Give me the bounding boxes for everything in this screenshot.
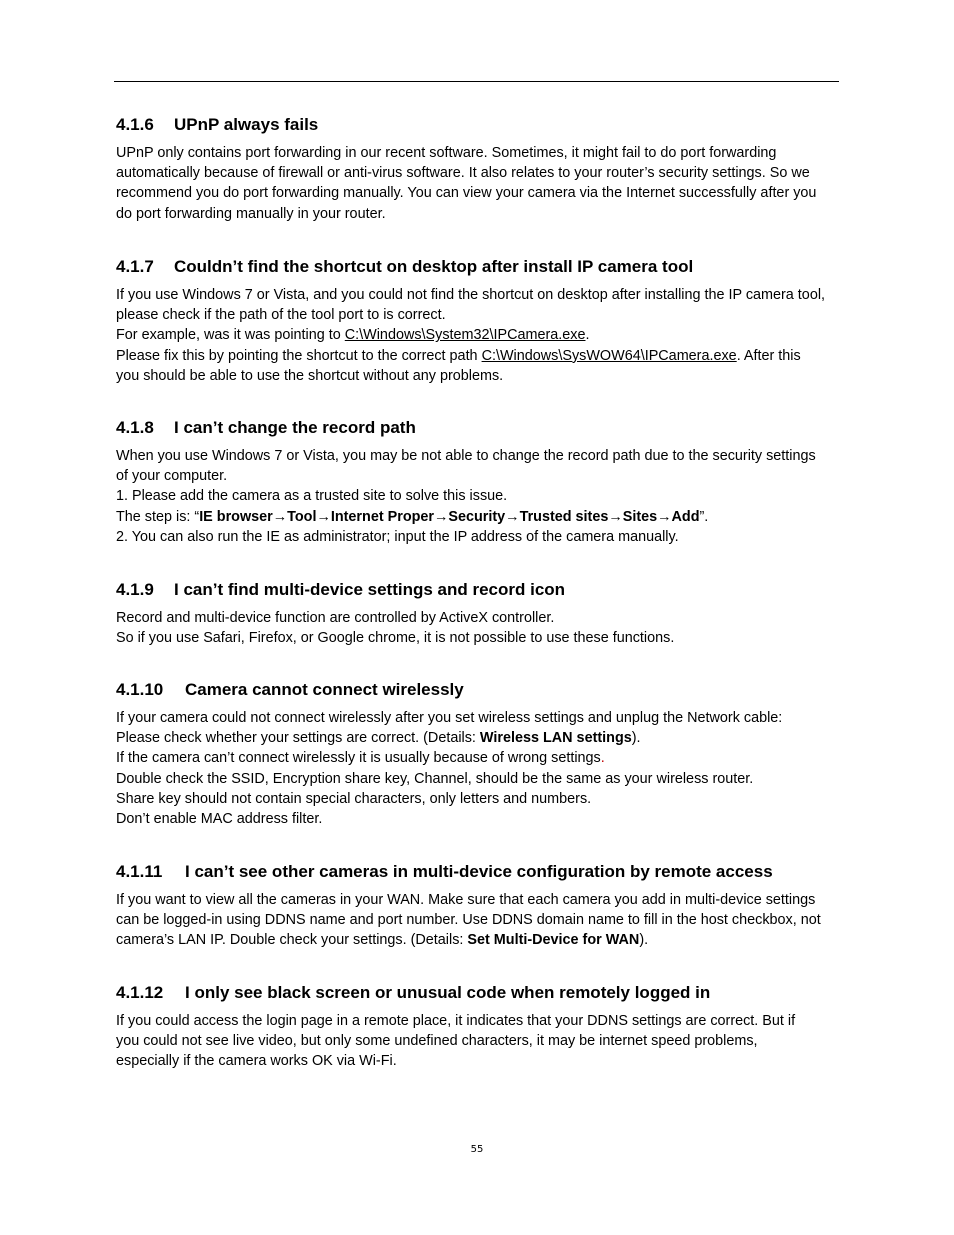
section-number: 4.1.12 (116, 983, 164, 1002)
section-body (116, 285, 844, 386)
body-line (116, 748, 844, 768)
section-title: UPnP always fails (174, 115, 319, 134)
wireless-lan-reference: Wireless LAN settings (479, 730, 632, 747)
body-text: Please check whether your settings are correct. (Details: (116, 730, 480, 747)
body-line: recommend you do port forwarding manually. You can view your camera via the Internet successfully after you (116, 185, 817, 202)
body-line: So if you use Safari, Firefox, or Google chrome, it is not possible to use these functions. (116, 630, 675, 647)
section-wireless (116, 679, 844, 829)
section-heading (116, 579, 844, 601)
section-title: I can’t see other cameras in multi-device configuration by remote access (185, 862, 773, 881)
body-line: can be logged-in using DDNS name and port number. Use DDNS domain name to fill in the host checkbox, not (116, 912, 821, 929)
section-body (116, 143, 844, 224)
body-text: . After this (736, 347, 801, 364)
body-line (116, 930, 844, 950)
body-text: The step is: “ (116, 508, 200, 525)
body-line: Record and multi-device function are controlled by ActiveX controller. (116, 610, 555, 626)
section-number: 4.1.7 (116, 257, 154, 276)
body-line (116, 325, 844, 345)
body-text: Please fix this by pointing the shortcut to the correct path (116, 347, 482, 364)
system32-path-link[interactable]: C:\Windows\System32\IPCamera.exe (344, 327, 586, 344)
body-line: of your computer. (116, 468, 228, 485)
section-multi-device-icon (116, 579, 844, 648)
section-number: 4.1.10 (116, 680, 164, 699)
body-line: you should be able to use the shortcut without any problems. (116, 367, 504, 384)
body-text: If the camera can’t connect wirelessly it is usually because of wrong settings (116, 750, 601, 767)
section-heading (116, 861, 844, 883)
section-upnp-always-fails (116, 114, 844, 224)
body-line: If you want to view all the cameras in your WAN. Make sure that each camera you add in multi-device settings (116, 892, 816, 908)
body-line: When you use Windows 7 or Vista, you may be not able to change the record path due to the security settings (116, 448, 816, 464)
section-title: Couldn’t find the shortcut on desktop after install IP camera tool (174, 257, 694, 276)
section-shortcut-not-found (116, 256, 844, 386)
section-heading (116, 679, 844, 701)
section-body (116, 1011, 844, 1072)
section-body (116, 446, 844, 547)
body-text: For example, was it was pointing to (116, 327, 345, 344)
section-record-path (116, 417, 844, 547)
body-line: UPnP only contains port forwarding in our recent software. Sometimes, it might fail to do port forwarding (116, 145, 777, 161)
section-title: I can’t change the record path (174, 418, 416, 437)
section-black-screen (116, 982, 844, 1072)
section-body (116, 608, 844, 648)
multi-device-wan-reference: Set Multi-Device for WAN (467, 932, 640, 949)
section-heading (116, 256, 844, 278)
menu-path: IE browser→Tool→Internet Proper→Security→Trusted sites→Sites→Add (199, 508, 700, 525)
section-heading (116, 114, 844, 136)
body-text: . (585, 327, 590, 344)
body-text: ”. (699, 508, 709, 525)
body-line (116, 346, 844, 366)
section-heading (116, 417, 844, 439)
body-line: you could not see live video, but only some undefined characters, it may be internet speed problems, (116, 1033, 758, 1050)
body-line: If you could access the login page in a remote place, it indicates that your DDNS settings are correct. But if (116, 1013, 796, 1029)
body-line: do port forwarding manually in your router. (116, 205, 386, 222)
body-line: Don’t enable MAC address filter. (116, 811, 323, 828)
section-heading (116, 982, 844, 1004)
body-line: Share key should not contain special characters, only letters and numbers. (116, 790, 592, 807)
body-line: please check if the path of the tool port to is correct. (116, 307, 446, 324)
section-remote-multi-device (116, 861, 844, 951)
section-body (116, 890, 844, 951)
section-title: I only see black screen or unusual code when remotely logged in (185, 983, 711, 1002)
body-text: ). (631, 730, 641, 747)
section-title: Camera cannot connect wirelessly (185, 680, 464, 699)
header-rule (114, 81, 839, 82)
section-number: 4.1.8 (116, 418, 154, 437)
red-period: . (600, 750, 605, 767)
page-number: 55 (470, 1144, 484, 1155)
section-body (116, 708, 844, 829)
body-line (116, 507, 844, 527)
section-number: 4.1.11 (116, 862, 163, 881)
body-line: If you use Windows 7 or Vista, and you could not find the shortcut on desktop after installing the IP camera tool, (116, 287, 826, 303)
section-number: 4.1.6 (116, 115, 154, 134)
syswow64-path-link[interactable]: C:\Windows\SysWOW64\IPCamera.exe (481, 347, 737, 364)
section-title: I can’t find multi-device settings and record icon (174, 580, 566, 599)
section-number: 4.1.9 (116, 580, 154, 599)
body-line: Double check the SSID, Encryption share key, Channel, should be the same as your wireless router. (116, 770, 754, 787)
body-line: 2. You can also run the IE as administrator; input the IP address of the camera manually. (116, 528, 679, 545)
body-line (116, 728, 844, 748)
body-text: camera’s LAN IP. Double check your settings. (Details: (116, 932, 468, 949)
body-line: 1. Please add the camera as a trusted site to solve this issue. (116, 488, 508, 505)
body-text: ). (639, 932, 649, 949)
body-line: automatically because of firewall or anti-virus software. It also relates to your router’s security settings. So we (116, 165, 810, 182)
body-line: If your camera could not connect wirelessly after you set wireless settings and unplug the Network cable: (116, 710, 783, 726)
body-line: especially if the camera works OK via Wi-Fi. (116, 1053, 397, 1070)
